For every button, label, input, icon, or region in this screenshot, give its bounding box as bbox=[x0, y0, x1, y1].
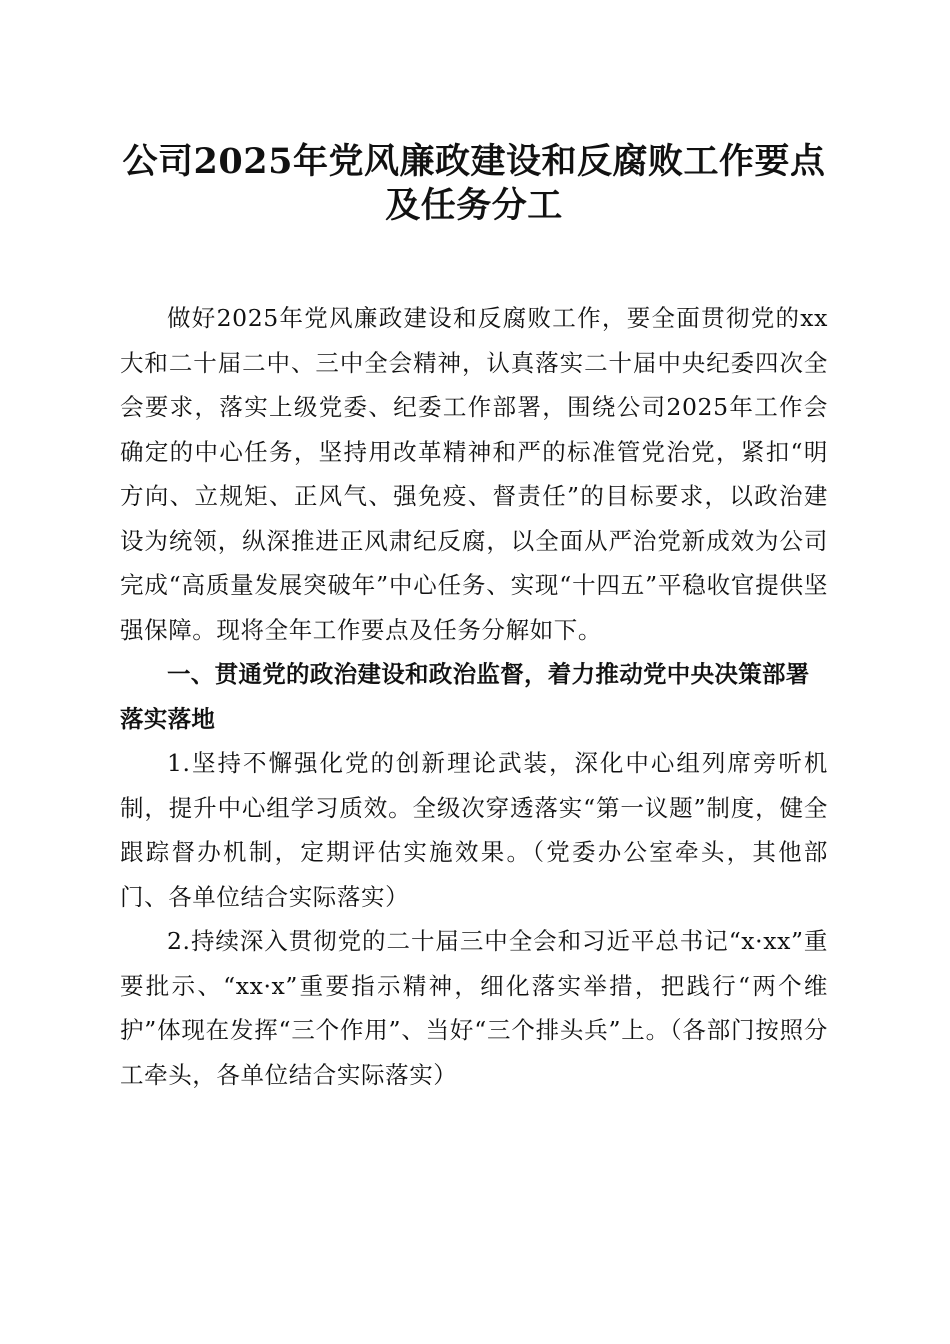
item-1-paragraph: 1.坚持不懈强化党的创新理论武装，深化中心组列席旁听机制，提升中心组学习质效。全级次穿透落实“第一议题”制度，健全跟踪督办机制，定期评估实施效果。（党委办公室牵头，其他部门、各单位结合实际落实） bbox=[120, 749, 828, 911]
section-1-heading: 一、贯通党的政治建设和政治监督，着力推动党中央决策部署落实落地 bbox=[120, 660, 810, 733]
intro-paragraph: 做好2025年党风廉政建设和反腐败工作，要全面贯彻党的xx大和二十届二中、三中全会精神，认真落实二十届中央纪委四次全会要求，落实上级党委、纪委工作部署，围绕公司2025年工作会确定的中心任务，坚持用改革精神和严的标准管党治党，紧扣“明方向、立规矩、正风气、强免疫、督责任”的目标要求，以政治建设为统领，纵深推进正风肃纪反腐，以全面从严治党新成效为公司完成“高质量发展突破年”中心任务、实现“十四五”平稳收官提供坚强保障。现将全年工作要点及任务分解如下。 bbox=[120, 304, 828, 644]
title-line-1: 公司2025年党风廉政建设和反腐败工作要点 bbox=[122, 141, 826, 182]
item-2-paragraph: 2.持续深入贯彻党的二十届三中全会和习近平总书记“x·xx”重要批示、“xx·x”重要指示精神，细化落实举措，把践行“两个维护”体现在发挥“三个作用”、当好“三个排头兵”上。（各部门按照分工牵头，各单位结合实际落实） bbox=[120, 927, 828, 1089]
title-line-2: 及任务分工 bbox=[385, 185, 563, 226]
document-title bbox=[120, 140, 828, 228]
